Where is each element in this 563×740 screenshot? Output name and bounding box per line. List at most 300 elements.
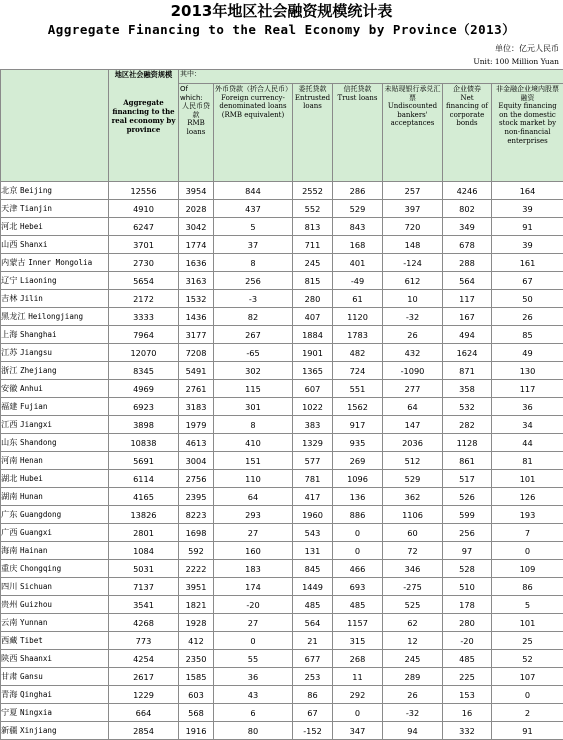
value-cell: 301 [214, 398, 293, 416]
value-cell: -20 [443, 632, 492, 650]
province-name-cn: 北京 [1, 185, 17, 195]
table-row [1, 398, 563, 416]
value-cell: 512 [383, 452, 443, 470]
province-name-cn: 海南 [1, 545, 17, 555]
table-row [1, 578, 563, 596]
province-name-en: Jiangsu [20, 348, 52, 357]
value-cell: 52 [492, 650, 563, 668]
province-name-cn: 湖北 [1, 473, 17, 483]
value-cell: 5 [492, 596, 563, 614]
province-name-cn: 上海 [1, 329, 17, 339]
value-cell: 80 [214, 722, 293, 740]
table-row [1, 290, 563, 308]
aggregate-value-cell: 1084 [109, 542, 179, 560]
value-cell: 253 [293, 668, 333, 686]
value-cell: 528 [443, 560, 492, 578]
value-cell: 693 [333, 578, 383, 596]
value-cell: 347 [333, 722, 383, 740]
value-cell: 37 [214, 236, 293, 254]
table-body [1, 182, 563, 740]
value-cell: 1120 [333, 308, 383, 326]
value-cell: 1106 [383, 506, 443, 524]
header-equity-financing-en: Equity financing on the domestic stock market by non-financial enterprises [493, 102, 562, 145]
province-name-en: Yunnan [20, 618, 47, 627]
province-name-en: Fujian [20, 402, 47, 411]
table-row [1, 182, 563, 200]
value-cell: 72 [383, 542, 443, 560]
value-cell: 1636 [179, 254, 214, 272]
value-cell: 0 [333, 542, 383, 560]
value-cell: 2761 [179, 380, 214, 398]
province-cell [1, 218, 109, 236]
value-cell: 49 [492, 344, 563, 362]
value-cell: 178 [443, 596, 492, 614]
value-cell: 257 [383, 182, 443, 200]
aggregate-value-cell: 4268 [109, 614, 179, 632]
value-cell: 1624 [443, 344, 492, 362]
table-row [1, 218, 563, 236]
value-cell: -65 [214, 344, 293, 362]
value-cell: 612 [383, 272, 443, 290]
table-row [1, 596, 563, 614]
province-name-en: Beijing [20, 186, 52, 195]
province-name-cn: 山西 [1, 239, 17, 249]
value-cell: 39 [492, 200, 563, 218]
aggregate-value-cell: 6923 [109, 398, 179, 416]
table-row [1, 560, 563, 578]
value-cell: 1698 [179, 524, 214, 542]
table-row [1, 344, 563, 362]
value-cell: 551 [333, 380, 383, 398]
value-cell: 39 [492, 236, 563, 254]
value-cell: 532 [443, 398, 492, 416]
value-cell: 3004 [179, 452, 214, 470]
value-cell: 289 [383, 668, 443, 686]
value-cell: 3163 [179, 272, 214, 290]
value-cell: 101 [492, 470, 563, 488]
value-cell: 1916 [179, 722, 214, 740]
title-chinese: 2013年地区社会融资规模统计表 [0, 2, 563, 20]
value-cell: 4613 [179, 434, 214, 452]
province-name-en: Liaoning [20, 276, 57, 285]
province-name-en: Shaanxi [20, 654, 52, 663]
header-foreign-loans [214, 84, 293, 182]
province-name-en: Qinghai [20, 690, 52, 699]
value-cell: 2350 [179, 650, 214, 668]
province-cell [1, 272, 109, 290]
value-cell: 136 [333, 488, 383, 506]
table-row [1, 434, 563, 452]
province-name-en: Inner Mongolia [28, 258, 92, 267]
value-cell: 1449 [293, 578, 333, 596]
value-cell: 802 [443, 200, 492, 218]
value-cell: 599 [443, 506, 492, 524]
value-cell: 167 [443, 308, 492, 326]
value-cell: 412 [179, 632, 214, 650]
value-cell: 0 [333, 704, 383, 722]
value-cell: 21 [293, 632, 333, 650]
value-cell: 432 [383, 344, 443, 362]
value-cell: 3042 [179, 218, 214, 236]
province-cell [1, 362, 109, 380]
table-row [1, 380, 563, 398]
table-row [1, 524, 563, 542]
value-cell: 174 [214, 578, 293, 596]
value-cell: 256 [214, 272, 293, 290]
aggregate-value-cell: 13826 [109, 506, 179, 524]
value-cell: 485 [443, 650, 492, 668]
financing-table [0, 69, 563, 740]
province-cell [1, 668, 109, 686]
value-cell: 302 [214, 362, 293, 380]
province-cell [1, 254, 109, 272]
value-cell: 1901 [293, 344, 333, 362]
aggregate-value-cell: 5654 [109, 272, 179, 290]
value-cell: 552 [293, 200, 333, 218]
value-cell: 245 [383, 650, 443, 668]
header-of-which-cn: 其中： [180, 70, 201, 78]
province-name-cn: 重庆 [1, 563, 17, 573]
value-cell: 288 [443, 254, 492, 272]
value-cell: 362 [383, 488, 443, 506]
value-cell: 2036 [383, 434, 443, 452]
header-corporate-bonds [443, 84, 492, 182]
value-cell: 917 [333, 416, 383, 434]
value-cell: 1979 [179, 416, 214, 434]
value-cell: 678 [443, 236, 492, 254]
province-name-en: Hunan [20, 492, 43, 501]
value-cell: 529 [333, 200, 383, 218]
value-cell: 781 [293, 470, 333, 488]
value-cell: 3177 [179, 326, 214, 344]
province-cell [1, 182, 109, 200]
header-aggregate-cn: 地区社会融资规模 [111, 71, 176, 80]
table-row [1, 542, 563, 560]
value-cell: 397 [383, 200, 443, 218]
value-cell: -49 [333, 272, 383, 290]
value-cell: 280 [443, 614, 492, 632]
value-cell: 1157 [333, 614, 383, 632]
value-cell: 349 [443, 218, 492, 236]
province-cell [1, 596, 109, 614]
value-cell: 36 [492, 398, 563, 416]
province-name-en: Anhui [20, 384, 43, 393]
header-of-which-en: Of which: [180, 85, 212, 102]
value-cell: 935 [333, 434, 383, 452]
table-row [1, 416, 563, 434]
value-cell: 67 [293, 704, 333, 722]
value-cell: 110 [214, 470, 293, 488]
value-cell: 61 [333, 290, 383, 308]
value-cell: 1128 [443, 434, 492, 452]
header-trust-loans-cn: 信托贷款 [334, 85, 381, 94]
province-name-en: Jilin [20, 294, 43, 303]
value-cell: 62 [383, 614, 443, 632]
value-cell: 101 [492, 614, 563, 632]
value-cell: 60 [383, 524, 443, 542]
value-cell: 36 [214, 668, 293, 686]
value-cell: 7 [492, 524, 563, 542]
value-cell: 3183 [179, 398, 214, 416]
table-row [1, 614, 563, 632]
value-cell: 293 [214, 506, 293, 524]
province-name-en: Zhejiang [20, 366, 57, 375]
value-cell: 543 [293, 524, 333, 542]
province-cell [1, 722, 109, 740]
province-cell [1, 452, 109, 470]
value-cell: 871 [443, 362, 492, 380]
aggregate-value-cell: 6247 [109, 218, 179, 236]
value-cell: 269 [333, 452, 383, 470]
value-cell: 410 [214, 434, 293, 452]
value-cell: 117 [443, 290, 492, 308]
value-cell: 27 [214, 614, 293, 632]
province-cell [1, 308, 109, 326]
header-corporate-bonds-en: Net financing of corporate bonds [444, 94, 490, 128]
province-name-en: Shanghai [20, 330, 57, 339]
value-cell: 10 [383, 290, 443, 308]
value-cell: 711 [293, 236, 333, 254]
value-cell: 1562 [333, 398, 383, 416]
province-name-en: Tianjin [20, 204, 52, 213]
header-foreign-loans-cn: 外币贷款（折合人民币） [215, 85, 291, 94]
table-row [1, 488, 563, 506]
value-cell: 383 [293, 416, 333, 434]
province-cell [1, 326, 109, 344]
header-trust-loans [333, 84, 383, 182]
value-cell: 886 [333, 506, 383, 524]
value-cell: 148 [383, 236, 443, 254]
value-cell: 81 [492, 452, 563, 470]
aggregate-value-cell: 5691 [109, 452, 179, 470]
aggregate-value-cell: 4165 [109, 488, 179, 506]
value-cell: 12 [383, 632, 443, 650]
value-cell: 2756 [179, 470, 214, 488]
value-cell: 482 [333, 344, 383, 362]
province-name-en: Sichuan [20, 582, 52, 591]
value-cell: 43 [214, 686, 293, 704]
value-cell: 97 [443, 542, 492, 560]
value-cell: 437 [214, 200, 293, 218]
value-cell: 7208 [179, 344, 214, 362]
province-name-cn: 四川 [1, 581, 17, 591]
value-cell: 0 [214, 632, 293, 650]
aggregate-value-cell: 2617 [109, 668, 179, 686]
province-name-en: Shanxi [20, 240, 47, 249]
province-name-en: Chongqing [20, 564, 61, 573]
province-cell [1, 380, 109, 398]
corner-header [1, 70, 109, 182]
value-cell: 16 [443, 704, 492, 722]
aggregate-value-cell: 2730 [109, 254, 179, 272]
value-cell: 126 [492, 488, 563, 506]
province-name-cn: 河北 [1, 221, 17, 231]
province-name-cn: 福建 [1, 401, 17, 411]
value-cell: 564 [293, 614, 333, 632]
value-cell: 147 [383, 416, 443, 434]
province-name-cn: 山东 [1, 437, 17, 447]
province-name-en: Hebei [20, 222, 43, 231]
value-cell: 225 [443, 668, 492, 686]
value-cell: 845 [293, 560, 333, 578]
value-cell: 193 [492, 506, 563, 524]
aggregate-value-cell: 12556 [109, 182, 179, 200]
aggregate-value-cell: 664 [109, 704, 179, 722]
value-cell: 603 [179, 686, 214, 704]
aggregate-value-cell: 8345 [109, 362, 179, 380]
table-row [1, 668, 563, 686]
province-name-cn: 河南 [1, 455, 17, 465]
value-cell: 1436 [179, 308, 214, 326]
value-cell: 401 [333, 254, 383, 272]
aggregate-value-cell: 3701 [109, 236, 179, 254]
province-name-cn: 天津 [1, 203, 17, 213]
value-cell: 44 [492, 434, 563, 452]
value-cell: 91 [492, 722, 563, 740]
value-cell: 183 [214, 560, 293, 578]
value-cell: -275 [383, 578, 443, 596]
value-cell: 3951 [179, 578, 214, 596]
header-entrusted-loans-cn: 委托贷款 [294, 85, 331, 94]
province-name-cn: 陕西 [1, 653, 17, 663]
province-name-en: Jiangxi [20, 420, 52, 429]
aggregate-value-cell: 2801 [109, 524, 179, 542]
province-name-cn: 内蒙古 [1, 257, 26, 267]
value-cell: 466 [333, 560, 383, 578]
value-cell: 1329 [293, 434, 333, 452]
province-name-cn: 广西 [1, 527, 17, 537]
province-name-cn: 黑龙江 [1, 311, 26, 321]
aggregate-value-cell: 1229 [109, 686, 179, 704]
value-cell: 724 [333, 362, 383, 380]
value-cell: 1821 [179, 596, 214, 614]
value-cell: 1884 [293, 326, 333, 344]
value-cell: 417 [293, 488, 333, 506]
value-cell: 64 [214, 488, 293, 506]
aggregate-value-cell: 773 [109, 632, 179, 650]
aggregate-value-cell: 2854 [109, 722, 179, 740]
province-name-en: Tibet [20, 636, 43, 645]
value-cell: 34 [492, 416, 563, 434]
header-foreign-loans-en: Foreign currency-denominated loans (RMB equivalent) [215, 94, 291, 120]
value-cell: 525 [383, 596, 443, 614]
value-cell: -3 [214, 290, 293, 308]
value-cell: 94 [383, 722, 443, 740]
value-cell: 8223 [179, 506, 214, 524]
value-cell: 815 [293, 272, 333, 290]
province-name-cn: 吉林 [1, 293, 17, 303]
header-equity-financing [492, 84, 563, 182]
value-cell: 332 [443, 722, 492, 740]
value-cell: 529 [383, 470, 443, 488]
province-cell [1, 650, 109, 668]
value-cell: 720 [383, 218, 443, 236]
header-rmb-loans-cn: 人民币贷款 [180, 102, 212, 119]
province-name-en: Guangxi [20, 528, 52, 537]
province-name-cn: 辽宁 [1, 275, 17, 285]
value-cell: 109 [492, 560, 563, 578]
header-rmb-loans-en: RMB loans [180, 119, 212, 136]
province-cell [1, 290, 109, 308]
province-name-cn: 安徽 [1, 383, 17, 393]
table-row [1, 254, 563, 272]
value-cell: -32 [383, 308, 443, 326]
table-row [1, 506, 563, 524]
value-cell: 50 [492, 290, 563, 308]
value-cell: 577 [293, 452, 333, 470]
header-trust-loans-en: Trust loans [334, 94, 381, 103]
value-cell: 8 [214, 416, 293, 434]
value-cell: 268 [333, 650, 383, 668]
province-name-cn: 江西 [1, 419, 17, 429]
province-name-cn: 云南 [1, 617, 17, 627]
value-cell: 1585 [179, 668, 214, 686]
province-name-en: Henan [20, 456, 43, 465]
value-cell: 1532 [179, 290, 214, 308]
aggregate-value-cell: 4969 [109, 380, 179, 398]
aggregate-value-cell: 3541 [109, 596, 179, 614]
value-cell: 2 [492, 704, 563, 722]
aggregate-value-cell: 7137 [109, 578, 179, 596]
value-cell: 86 [492, 578, 563, 596]
province-cell [1, 344, 109, 362]
value-cell: 277 [383, 380, 443, 398]
value-cell: 130 [492, 362, 563, 380]
value-cell: 8 [214, 254, 293, 272]
value-cell: 115 [214, 380, 293, 398]
province-cell [1, 542, 109, 560]
province-cell [1, 524, 109, 542]
table-row [1, 362, 563, 380]
table-row [1, 686, 563, 704]
value-cell: 1960 [293, 506, 333, 524]
value-cell: -124 [383, 254, 443, 272]
value-cell: -32 [383, 704, 443, 722]
unit-english: Unit: 100 Million Yuan [473, 57, 559, 67]
value-cell: 1774 [179, 236, 214, 254]
province-cell [1, 398, 109, 416]
header-bankers-acceptances-cn: 未贴现银行承兑汇票 [384, 85, 441, 102]
header-aggregate-en: Aggregate financing to the real economy by province [111, 98, 176, 134]
value-cell: 1096 [333, 470, 383, 488]
value-cell: 25 [492, 632, 563, 650]
value-cell: 26 [383, 326, 443, 344]
header-rmb-loans [179, 84, 214, 182]
value-cell: 161 [492, 254, 563, 272]
value-cell: 107 [492, 668, 563, 686]
value-cell: 564 [443, 272, 492, 290]
aggregate-value-cell: 10838 [109, 434, 179, 452]
value-cell: -1090 [383, 362, 443, 380]
table-row [1, 452, 563, 470]
value-cell: 55 [214, 650, 293, 668]
value-cell: 256 [443, 524, 492, 542]
header-entrusted-loans-en: Entrusted loans [294, 94, 331, 111]
header-corporate-bonds-cn: 企业债券 [444, 85, 490, 94]
value-cell: 677 [293, 650, 333, 668]
aggregate-value-cell: 3333 [109, 308, 179, 326]
table-row [1, 272, 563, 290]
value-cell: 407 [293, 308, 333, 326]
province-name-cn: 新疆 [1, 725, 17, 735]
aggregate-value-cell: 4910 [109, 200, 179, 218]
province-cell [1, 200, 109, 218]
value-cell: 3954 [179, 182, 214, 200]
value-cell: 286 [333, 182, 383, 200]
table-row [1, 722, 563, 740]
table-row [1, 200, 563, 218]
province-name-cn: 甘肃 [1, 671, 17, 681]
